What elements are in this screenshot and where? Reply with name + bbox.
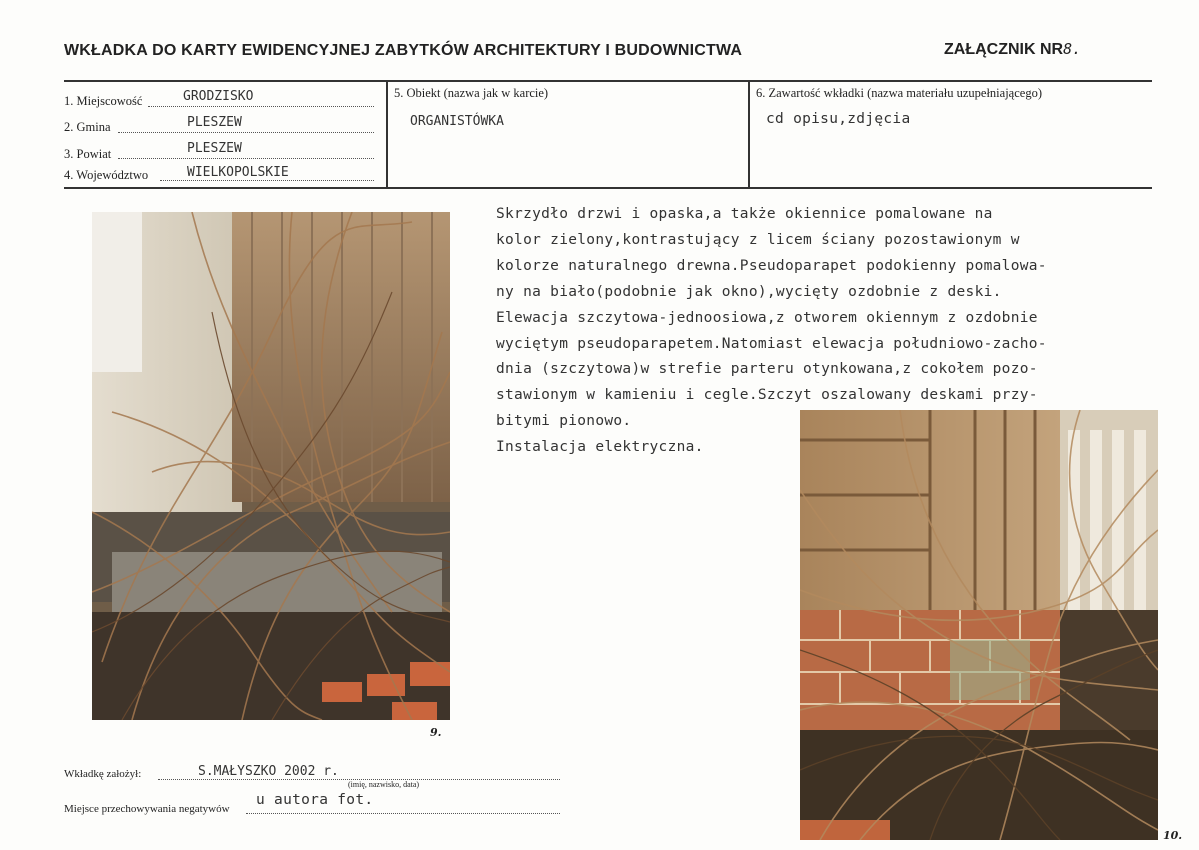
wojewodztwo-label: 4. Województwo — [64, 168, 149, 182]
description-line: Elewacja szczytowa-jednoosiowa,z otworem okiennym z ozdobnie — [496, 309, 1038, 326]
obiekt-value: ORGANISTÓWKA — [410, 114, 504, 129]
annex-number: 8. — [1063, 40, 1082, 58]
wojewodztwo-dotted-line — [160, 180, 374, 181]
zawartosc-label: 6. Zawartość wkładki (nazwa materiału uzupełniającego) — [756, 86, 1042, 100]
author-value: S.MAŁYSZKO 2002 r. — [198, 764, 339, 779]
description-line: dnia (szczytowa)w strefie parteru otynkowana,z cokołem pozo- — [496, 361, 1038, 378]
miejscowosc-dotted-line — [148, 106, 374, 107]
author-hint: (imię, nazwisko, data) — [348, 780, 420, 789]
photo-1 — [92, 212, 450, 720]
form-title: WKŁADKA DO KARTY EWIDENCYJNEJ ZABYTKÓW ARCHITEKTURY I BUDOWNICTWA — [64, 42, 743, 59]
table-divider-1 — [386, 80, 388, 188]
zawartosc-value: cd opisu,zdjęcia — [766, 111, 911, 127]
description-line: kolor zielony,kontrastujący z licem ściany pozostawionym w — [496, 231, 1020, 248]
wojewodztwo-value: WIELKOPOLSKIE — [187, 165, 289, 180]
description-line: wyciętym pseudoparapetem.Natomiast elewacja południowo-zacho- — [496, 335, 1047, 352]
table-top-rule — [64, 80, 1152, 82]
negatives-value: u autora fot. — [256, 792, 374, 808]
author-label: Wkładkę założył: — [64, 768, 142, 780]
powiat-dotted-line — [118, 158, 374, 159]
table-divider-2 — [748, 80, 750, 188]
photo-1-number: 9. — [430, 726, 442, 739]
description-line: Instalacja elektryczna. — [496, 439, 704, 456]
annex-label — [944, 40, 1081, 59]
negatives-label: Miejsce przechowywania negatywów — [64, 803, 230, 815]
description-line: bitymi pionowo. — [496, 413, 632, 430]
description-line: ny na biało(podobnie jak okno),wycięty ozdobnie z deski. — [496, 283, 1002, 300]
table-bottom-rule — [64, 187, 1152, 189]
negatives-dotted-line — [246, 813, 560, 814]
powiat-value: PLESZEW — [187, 141, 242, 156]
annex-label-text: ZAŁĄCZNIK NR — [944, 41, 1064, 58]
photo-2-number: 10. — [1163, 829, 1183, 842]
gmina-dotted-line — [118, 132, 374, 133]
description-line: stawionym w kamieniu i cegle.Szczyt oszalowany deskami przy- — [496, 387, 1038, 404]
miejscowosc-label: 1. Miejscowość — [64, 94, 143, 108]
gmina-value: PLESZEW — [187, 115, 242, 130]
gmina-label: 2. Gmina — [64, 120, 111, 134]
obiekt-label: 5. Obiekt (nazwa jak w karcie) — [394, 86, 549, 100]
miejscowosc-value: GRODZISKO — [183, 89, 254, 104]
photo-2 — [800, 410, 1158, 840]
powiat-label: 3. Powiat — [64, 147, 112, 161]
description-line: kolorze naturalnego drewna.Pseudoparapet podokienny pomalowa- — [496, 257, 1047, 274]
description-line: Skrzydło drzwi i opaska,a także okiennice pomalowane na — [496, 206, 993, 222]
